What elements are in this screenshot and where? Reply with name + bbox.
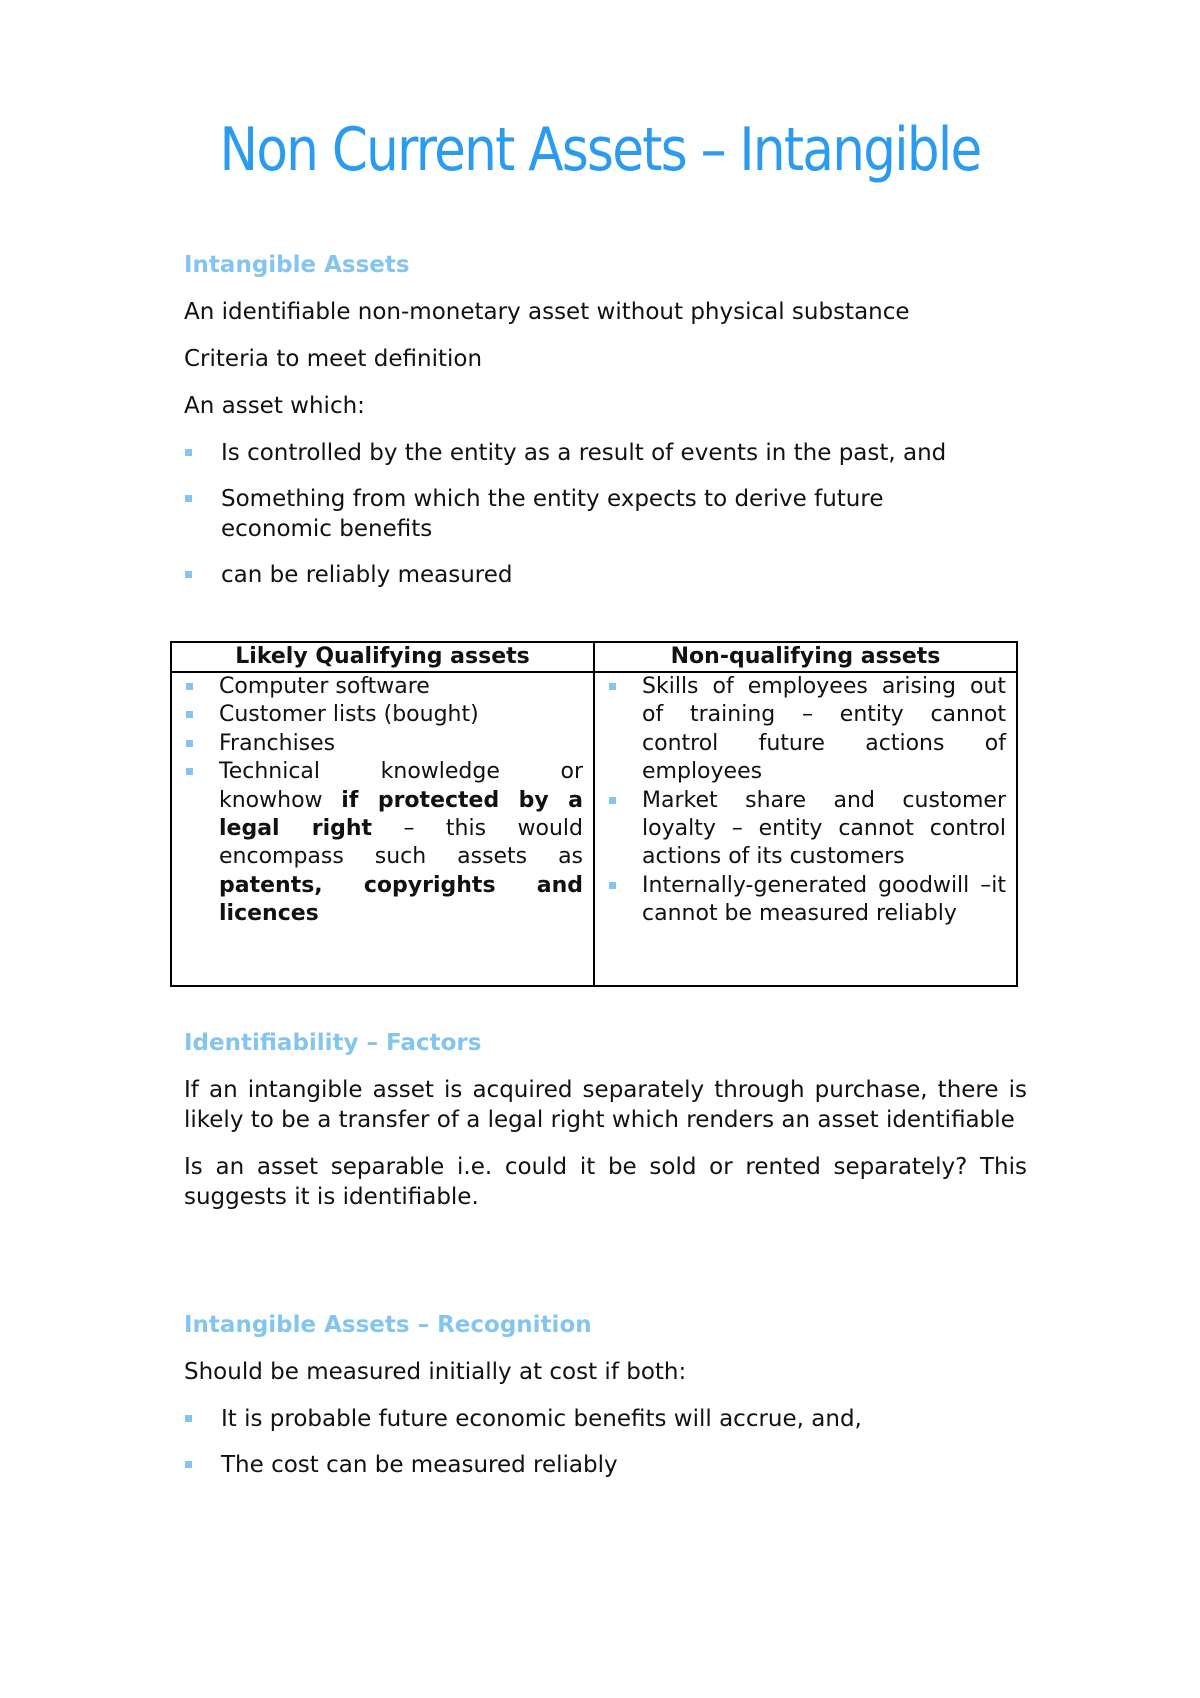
bullet-square-icon — [186, 768, 193, 775]
list-item — [605, 673, 1006, 787]
qualifying-list — [182, 673, 583, 929]
section-heading: Identifiability – Factors — [184, 1030, 482, 1056]
list-item-text: Computer software — [219, 674, 430, 699]
list-item-text: Something from which the entity expects to derive future economic benefits — [221, 486, 884, 542]
list-item — [184, 1404, 1027, 1434]
assets-table — [170, 641, 1018, 987]
list-item-text: – this would encompass such assets as — [219, 816, 584, 870]
list-item-text: Customer lists (bought) — [219, 702, 479, 728]
recognition-intro: Should be measured initially at cost if both: — [184, 1359, 687, 1385]
list-item-text: Market share and customer loyalty – entity cannot control actions of its customers — [642, 787, 1006, 870]
list-item — [182, 701, 583, 729]
emphasis-text: patents, copyrights and licences — [219, 872, 584, 927]
list-item — [184, 560, 1027, 590]
list-item-text: Is controlled by the entity as a result of events in the past, and — [221, 440, 947, 466]
list-item-text: Technical knowledge or knowhow — [219, 759, 584, 813]
section-identifiability — [184, 1028, 1027, 1229]
column-header-non-qualifying: Non-qualifying assets — [594, 642, 1017, 672]
definition-text: An identifiable non-monetary asset without physical substance — [184, 299, 910, 325]
list-item-text: Internally-generated goodwill –it cannot be measured reliably — [642, 872, 1006, 927]
emphasis-text: if protected by a legal right — [219, 787, 584, 842]
list-item-text: Franchises — [219, 730, 336, 756]
criteria-label: Criteria to meet definition — [184, 346, 483, 372]
bullet-square-icon — [185, 1415, 192, 1422]
list-item-text: Skills of employees arising out of training – entity cannot control future actions of employees — [642, 674, 1006, 785]
list-item — [605, 872, 1006, 929]
list-item — [182, 758, 583, 928]
table-header-row — [171, 642, 1017, 672]
bullet-square-icon — [185, 495, 192, 502]
column-header-qualifying: Likely Qualifying assets — [171, 642, 594, 672]
list-item — [184, 484, 1027, 544]
recognition-list — [184, 1404, 1027, 1480]
list-item — [605, 787, 1006, 872]
bullet-square-icon — [185, 449, 192, 456]
list-item — [182, 673, 583, 701]
list-item-text: can be reliably measured — [221, 562, 513, 588]
section-heading: Intangible Assets — [184, 252, 410, 278]
paragraph: If an intangible asset is acquired separately through purchase, there is likely to be a transfer of a legal right which renders an asset identifiable — [184, 1077, 1027, 1133]
list-item — [184, 1450, 1027, 1480]
qualifying-cell — [171, 672, 594, 986]
criteria-intro: An asset which: — [184, 393, 365, 419]
bullet-square-icon — [609, 683, 616, 690]
paragraph: Is an asset separable i.e. could it be sold or rented separately? This suggests it is identifiable. — [184, 1154, 1027, 1210]
bullet-square-icon — [186, 740, 193, 747]
document-title: Non Current Assets – Intangible — [219, 115, 981, 185]
bullet-square-icon — [609, 797, 616, 804]
non-qualifying-list — [605, 673, 1006, 929]
bullet-square-icon — [185, 571, 192, 578]
non-qualifying-cell — [594, 672, 1017, 986]
list-item — [184, 438, 1027, 468]
list-item — [182, 730, 583, 758]
bullet-square-icon — [186, 711, 193, 718]
bullet-square-icon — [609, 882, 616, 889]
table-row — [171, 672, 1017, 986]
section-intangible-assets — [184, 250, 1027, 607]
bullet-square-icon — [185, 1461, 192, 1468]
criteria-list — [184, 438, 1027, 590]
list-item-text: The cost can be measured reliably — [221, 1452, 618, 1478]
section-recognition — [184, 1310, 1027, 1497]
section-heading: Intangible Assets – Recognition — [184, 1312, 592, 1338]
list-item-text: It is probable future economic benefits will accrue, and, — [221, 1406, 862, 1432]
bullet-square-icon — [186, 683, 193, 690]
